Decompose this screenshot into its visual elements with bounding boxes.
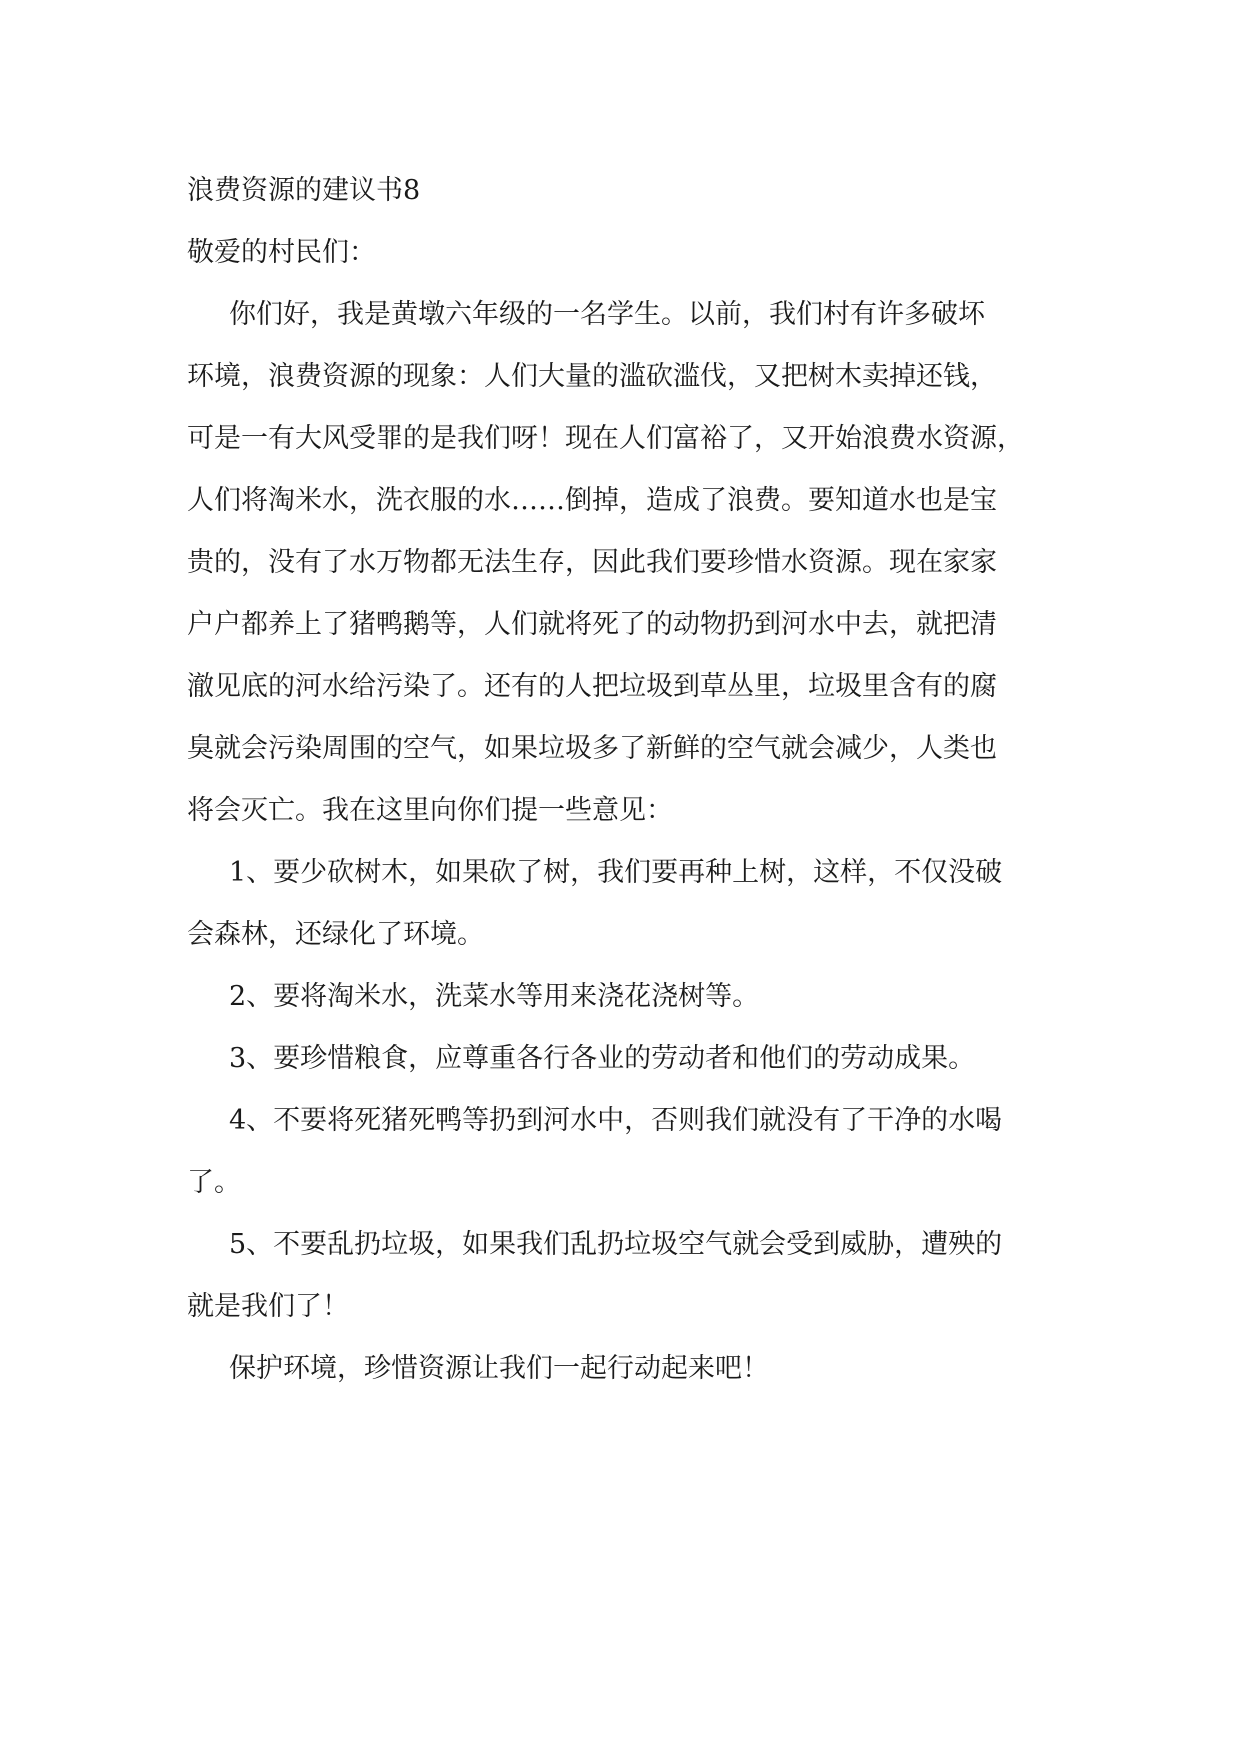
paragraph-line: 你们好，我是黄墩六年级的一名学生。以前，我们村有许多破坏 xyxy=(229,299,985,330)
paragraph-line: 户户都养上了猪鸭鹅等，人们就将死了的动物扔到河水中去，就把清 xyxy=(187,609,997,640)
paragraph-intro xyxy=(187,284,1057,842)
document-body xyxy=(187,160,1057,1400)
salutation: 敬爱的村民们： xyxy=(187,237,376,268)
paragraph-line: 贵的，没有了水万物都无法生存，因此我们要珍惜水资源。现在家家 xyxy=(187,547,997,578)
suggestion-item-5 xyxy=(187,1214,1057,1338)
paragraph-line: 臭就会污染周围的空气，如果垃圾多了新鲜的空气就会减少，人类也 xyxy=(187,733,997,764)
suggestion-item-1 xyxy=(187,842,1057,966)
suggestion-item-3 xyxy=(187,1028,1057,1090)
paragraph-line: 会森林，还绿化了环境。 xyxy=(187,919,484,950)
paragraph-line: 环境，浪费资源的现象：人们大量的滥砍滥伐，又把树木卖掉还钱， xyxy=(187,361,997,392)
closing-paragraph xyxy=(187,1338,1057,1400)
paragraph-line: 保护环境，珍惜资源让我们一起行动起来吧！ xyxy=(229,1353,769,1384)
paragraph-line: 可是一有大风受罪的是我们呀！现在人们富裕了，又开始浪费水资源， xyxy=(187,423,1024,454)
document-title: 浪费资源的建议书8 xyxy=(187,175,421,206)
paragraph-line: 人们将淘米水，洗衣服的水……倒掉，造成了浪费。要知道水也是宝 xyxy=(187,485,997,516)
paragraph-line: 3、要珍惜粮食，应尊重各行各业的劳动者和他们的劳动成果。 xyxy=(229,1043,976,1074)
suggestion-item-2 xyxy=(187,966,1057,1028)
paragraph-line: 2、要将淘米水，洗菜水等用来浇花浇树等。 xyxy=(229,981,760,1012)
paragraph-line: 了。 xyxy=(187,1167,241,1198)
paragraph-line: 将会灭亡。我在这里向你们提一些意见： xyxy=(187,795,673,826)
paragraph-line: 澈见底的河水给污染了。还有的人把垃圾到草丛里，垃圾里含有的腐 xyxy=(187,671,997,702)
suggestion-item-4 xyxy=(187,1090,1057,1214)
paragraph-line: 就是我们了！ xyxy=(187,1291,349,1322)
paragraph-line: 5、不要乱扔垃圾，如果我们乱扔垃圾空气就会受到威胁，遭殃的 xyxy=(229,1229,1003,1260)
paragraph-line: 1、要少砍树木，如果砍了树，我们要再种上树，这样，不仅没破 xyxy=(229,857,1003,888)
paragraph-line: 4、不要将死猪死鸭等扔到河水中，否则我们就没有了干净的水喝 xyxy=(229,1105,1003,1136)
